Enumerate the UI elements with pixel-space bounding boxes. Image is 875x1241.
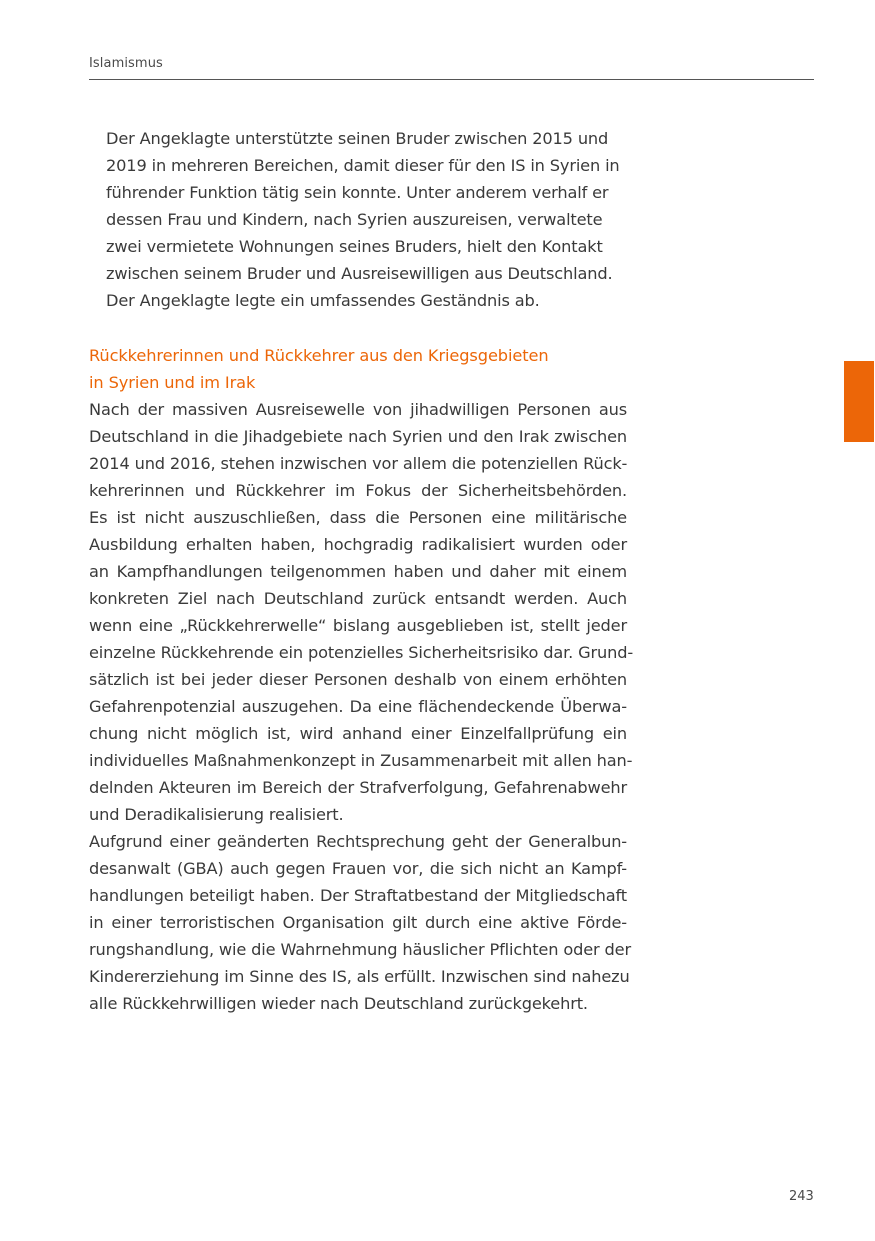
paragraph-line: zwischen seinem Bruder und Ausreisewilligen aus Deutschland. (106, 264, 613, 283)
chapter-tab-marker (844, 361, 874, 442)
section-heading (89, 342, 649, 396)
paragraph-line: und Deradikalisierung realisiert. (89, 805, 344, 824)
paragraph-line: zwei vermietete Wohnungen seines Bruders, hielt den Kontakt (106, 237, 603, 256)
paragraph-line: delnden Akteuren im Bereich der Strafverfolgung, Gefahrenabwehr (89, 778, 627, 797)
paragraph-line: Der Angeklagte unterstützte seinen Bruder zwischen 2015 und (106, 129, 609, 148)
paragraph-line: Nach der massiven Ausreisewelle von jihadwilligen Personen aus (89, 400, 627, 419)
paragraph-line: führender Funktion tätig sein konnte. Unter anderem verhalf er (106, 183, 609, 202)
paragraph-line: konkreten Ziel nach Deutschland zurück entsandt werden. Auch (89, 589, 627, 608)
paragraph-line: einzelne Rückkehrende ein potenzielles Sicherheitsrisiko dar. Grund- (89, 643, 634, 662)
paragraph-line: dessen Frau und Kindern, nach Syrien auszureisen, verwaltete (106, 210, 603, 229)
paragraph-line: in einer terroristischen Organisation gilt durch eine aktive Förde- (89, 913, 627, 932)
paragraph-line: Es ist nicht auszuschließen, dass die Personen eine militärische (89, 508, 627, 527)
page-number: 243 (789, 1189, 814, 1204)
paragraph-line: wenn eine „Rückkehrerwelle“ bislang ausgeblieben ist, stellt jeder (89, 616, 627, 635)
indented-case-paragraph (106, 125, 636, 314)
heading-line: Rückkehrerinnen und Rückkehrer aus den Kriegsgebieten (89, 346, 549, 365)
paragraph-line: individuelles Maßnahmenkonzept in Zusammenarbeit mit allen han- (89, 751, 633, 770)
header-divider (89, 79, 814, 80)
paragraph-line: handlungen beteiligt haben. Der Straftatbestand der Mitgliedschaft (89, 886, 627, 905)
paragraph-line: an Kampfhandlungen teilgenommen haben und daher mit einem (89, 562, 627, 581)
paragraph-2 (89, 828, 631, 1017)
paragraph-1 (89, 396, 634, 828)
paragraph-line: kehrerinnen und Rückkehrer im Fokus der Sicherheitsbehörden. (89, 481, 627, 500)
paragraph-line: 2014 und 2016, stehen inzwischen vor allem die potenziellen Rück- (89, 454, 628, 473)
paragraph-line: sätzlich ist bei jeder dieser Personen deshalb von einem erhöhten (89, 670, 627, 689)
paragraph-line: Ausbildung erhalten haben, hochgradig radikalisiert wurden oder (89, 535, 627, 554)
section-body (89, 396, 634, 1017)
paragraph-line: Aufgrund einer geänderten Rechtsprechung geht der Generalbun- (89, 832, 627, 851)
paragraph-line: desanwalt (GBA) auch gegen Frauen vor, die sich nicht an Kampf- (89, 859, 627, 878)
paragraph-line: Deutschland in die Jihadgebiete nach Syrien und den Irak zwischen (89, 427, 627, 446)
paragraph-line: Gefahrenpotenzial auszugehen. Da eine flächendeckende Überwa- (89, 697, 627, 716)
paragraph-line: Kindererziehung im Sinne des IS, als erfüllt. Inzwischen sind nahezu (89, 967, 630, 986)
heading-line: in Syrien und im Irak (89, 373, 256, 392)
paragraph-line: Der Angeklagte legte ein umfassendes Geständnis ab. (106, 291, 540, 310)
paragraph-line: 2019 in mehreren Bereichen, damit dieser für den IS in Syrien in (106, 156, 620, 175)
running-header: Islamismus (89, 56, 163, 71)
paragraph-line: rungshandlung, wie die Wahrnehmung häuslicher Pflichten oder der (89, 940, 631, 959)
paragraph-line: alle Rückkehrwilligen wieder nach Deutschland zurückgekehrt. (89, 994, 588, 1013)
paragraph-line: chung nicht möglich ist, wird anhand einer Einzelfallprüfung ein (89, 724, 627, 743)
